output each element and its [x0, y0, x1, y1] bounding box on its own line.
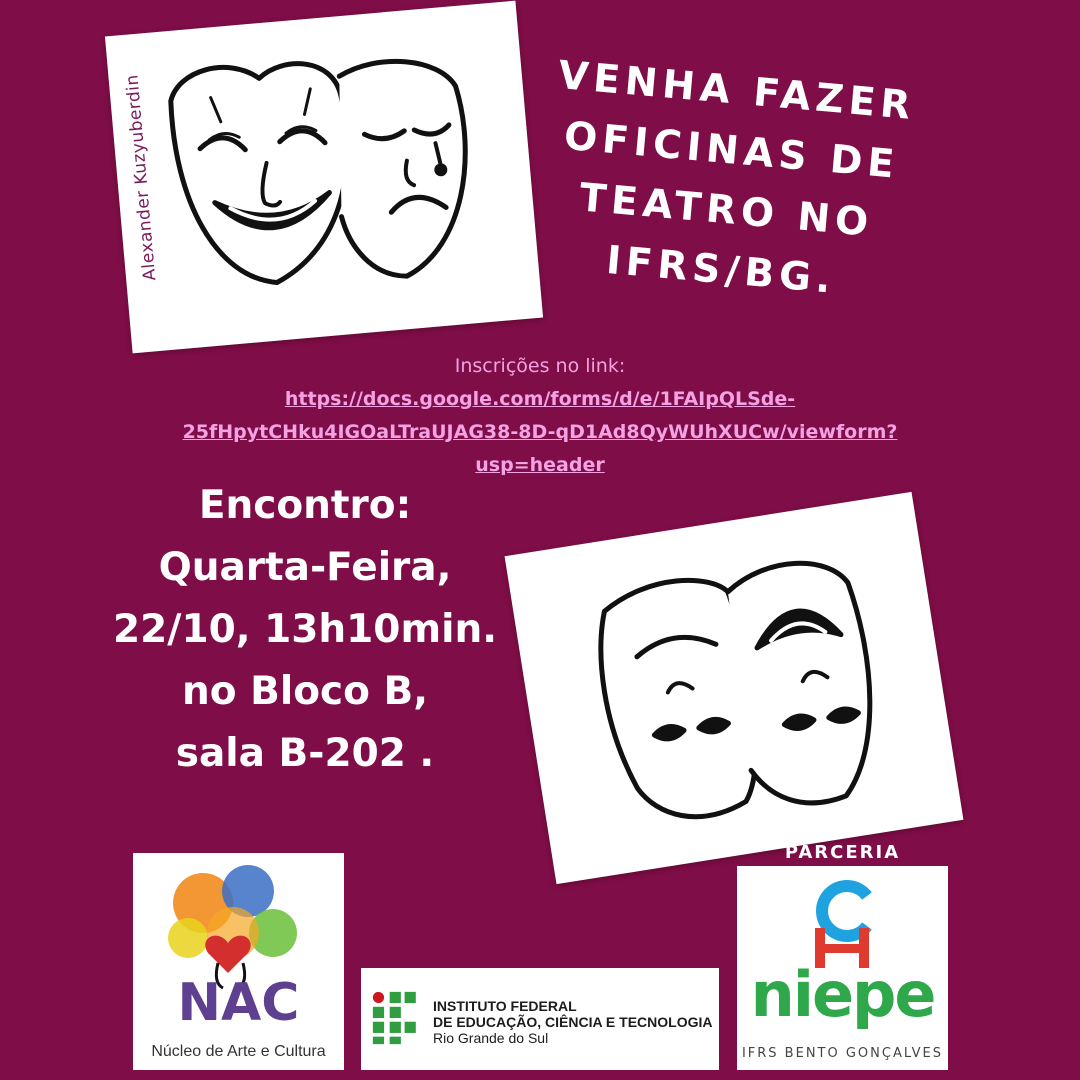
paint-splash-heart-icon: [133, 853, 344, 1070]
ifrs-name-line-1: INSTITUTO FEDERAL: [433, 998, 577, 1014]
meeting-line-2: Quarta-Feira,: [158, 545, 452, 590]
registration-link-line-1[interactable]: https://docs.google.com/forms/d/e/1FAIpQLSde-: [284, 388, 796, 410]
headline-line-4: IFRS/BG.: [604, 237, 838, 303]
nac-title: NAC: [177, 973, 300, 1033]
partnership-label: PARCERIA: [784, 842, 901, 863]
niepe-wordmark: niepe: [750, 958, 935, 1031]
registration-label: Inscrições no link:: [454, 355, 626, 377]
headline-line-3: TEATRO NO: [577, 175, 875, 246]
inverted-masks-icon: [505, 492, 964, 884]
niepe-subtitle: IFRS BENTO GONÇALVES: [741, 1046, 944, 1061]
meeting-line-4: no Bloco B,: [181, 669, 429, 714]
ifrs-name-line-2: DE EDUCAÇÃO, CIÊNCIA E TECNOLOGIA: [433, 1014, 713, 1030]
theater-masks-image-top: [105, 1, 543, 354]
ifrs-logo: [361, 968, 719, 1070]
ifrs-name-line-3: Rio Grande do Sul: [433, 1030, 549, 1046]
ifrs-name: [433, 998, 713, 1046]
registration-block: [140, 350, 940, 482]
registration-link-line-3[interactable]: usp=header: [475, 454, 605, 476]
nac-subtitle: Núcleo de Arte e Cultura: [151, 1043, 326, 1060]
headline-line-2: OFICINAS DE: [562, 113, 901, 188]
registration-link-line-2[interactable]: 25fHpytCHku4IGOaLTraUJAG38-8D-qD1Ad8QyWUhXUCw/viewform?: [182, 421, 898, 443]
meeting-line-1: Encontro:: [198, 483, 412, 528]
meeting-info: [90, 475, 520, 785]
nac-logo: [133, 853, 344, 1070]
illustration-credit: Alexander Kuzyuberdin: [122, 73, 161, 282]
meeting-line-5: sala B-202 .: [175, 731, 435, 776]
theater-masks-image-bottom: [505, 492, 964, 884]
comedy-tragedy-masks-icon: [105, 1, 543, 354]
niepe-logo: [737, 866, 948, 1070]
headline-line-1: VENHA FAZER: [556, 53, 918, 130]
headline: [539, 46, 919, 316]
ifrs-grid-icon: [371, 990, 427, 1046]
meeting-line-3: 22/10, 13h10min.: [112, 607, 498, 652]
